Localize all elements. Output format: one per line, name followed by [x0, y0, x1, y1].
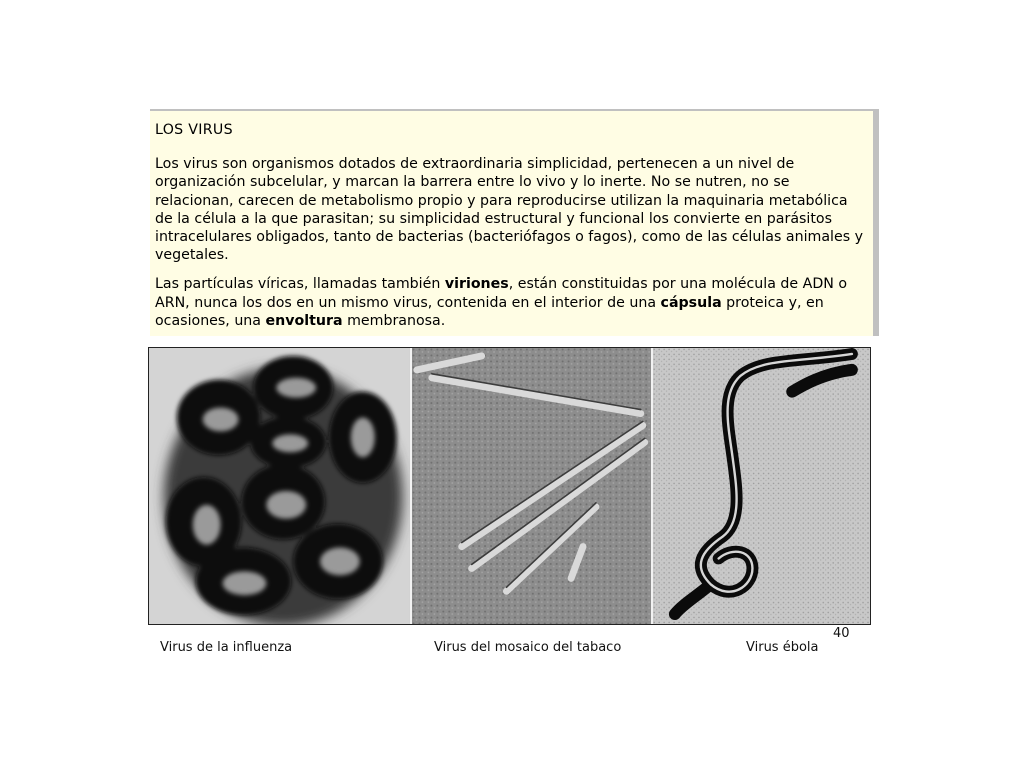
term-envoltura: envoltura [265, 312, 343, 329]
ebola-micrograph [651, 348, 870, 624]
paragraph-virions-text-2: , están constituidas por una molécula de ADN o ARN, nunca los dos en un mismo virus, contenida en el interior de una [155, 276, 848, 311]
tobacco-mosaic-micrograph [410, 348, 652, 624]
text-panel [150, 111, 873, 336]
caption-influenza: Virus de la influenza [160, 640, 293, 655]
term-capsula: cápsula [660, 294, 722, 311]
paragraph-virions-text-4: membranosa. [342, 312, 446, 329]
document-title: LOS VIRUS [155, 122, 233, 138]
influenza-micrograph-image [149, 348, 410, 624]
caption-tobacco-mosaic: Virus del mosaico del tabaco [434, 640, 622, 655]
term-viriones: viriones [444, 276, 509, 293]
influenza-micrograph [149, 348, 410, 624]
tobacco-mosaic-micrograph-image [412, 348, 652, 624]
ebola-micrograph-image [653, 348, 870, 624]
caption-ebola: Virus ébola [746, 640, 819, 655]
paragraph-virions [155, 275, 869, 330]
paragraph-intro: Los virus son organismos dotados de extraordinaria simplicidad, pertenecen a un nivel de organización subcelular, y marcan la barrera entre lo vivo y lo inerte. No se nutren, no se relacionan, carecen de metabolismo propio y para reproducirse utilizan la maquinaria metabólica de la célula a la que parasitan; su simplicidad estructural y funcional los convierte en parásitos intracelulares obligados, tanto de bacterias (bacteriófagos o fagos), como de las células animales y vegetales. [155, 156, 863, 264]
micrograph-strip [148, 347, 871, 625]
paragraph-virions-text-3: proteica y, en ocasiones, una [155, 294, 824, 329]
page-number: 40 [833, 626, 850, 641]
paragraph-virions-text-1: Las partículas víricas, llamadas también [155, 276, 445, 293]
